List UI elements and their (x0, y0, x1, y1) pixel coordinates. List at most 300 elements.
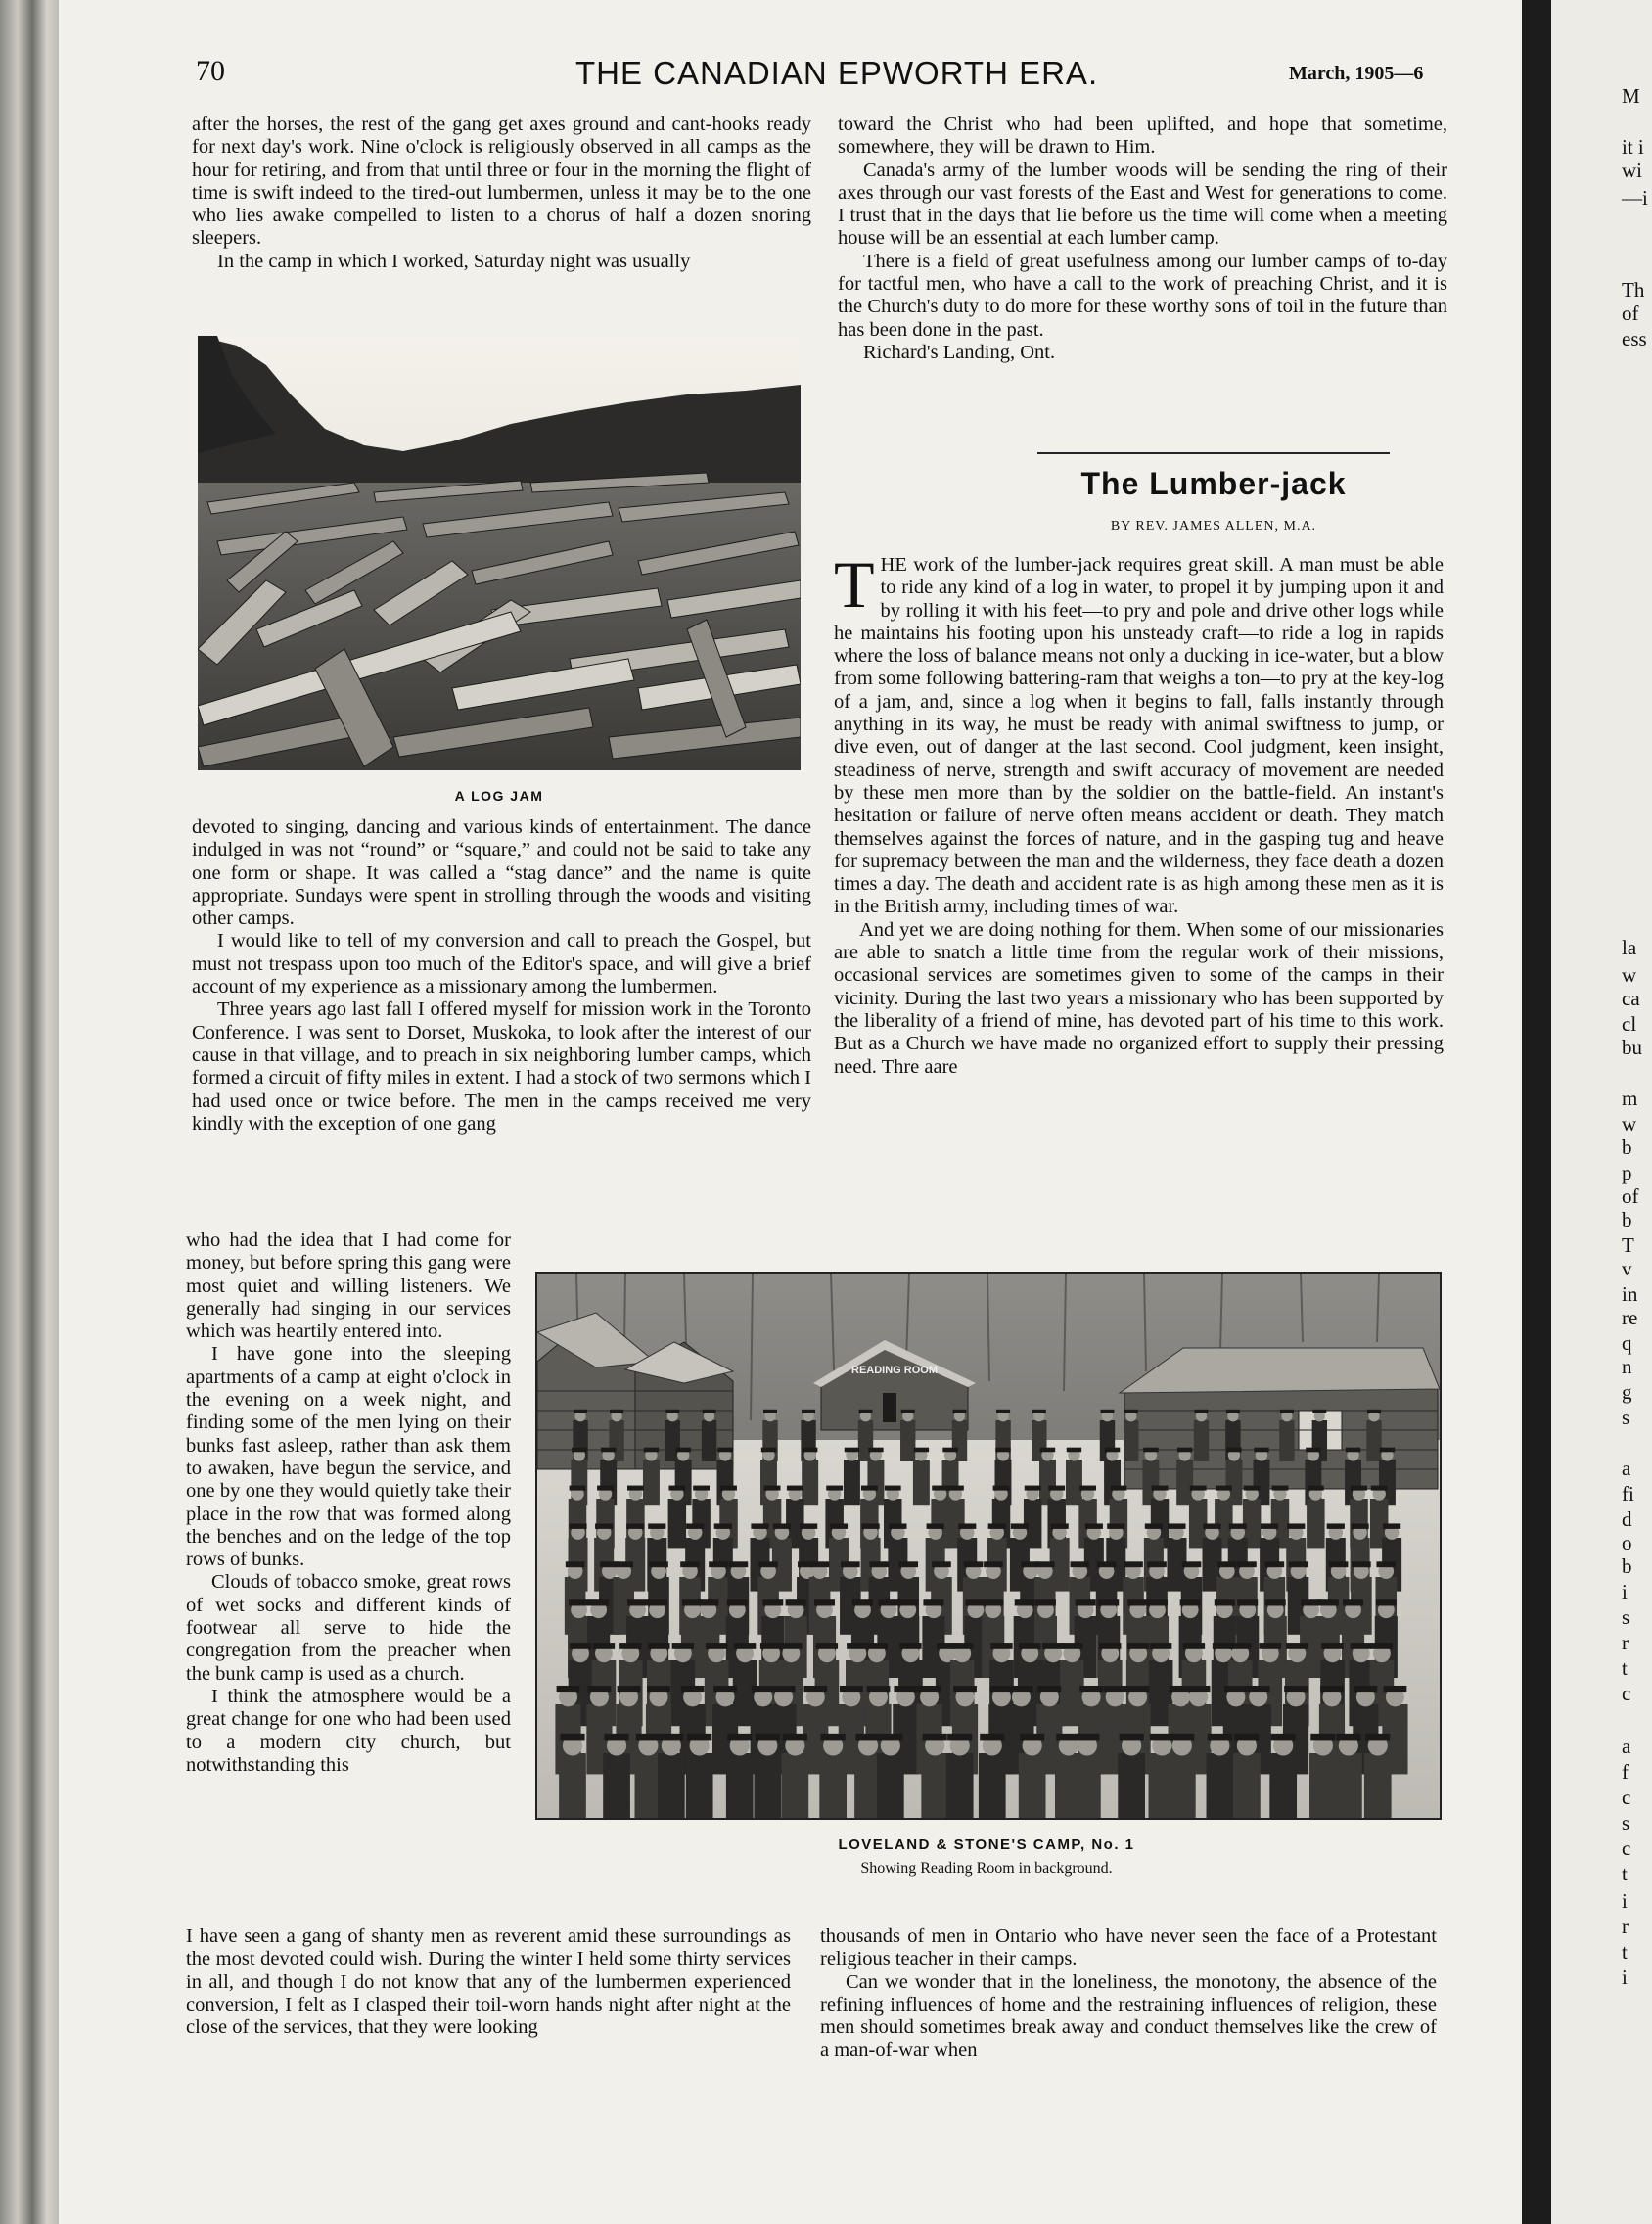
lumberman-hat (760, 1643, 782, 1649)
paragraph (834, 547, 1444, 919)
next-page-fragment: wi (1622, 159, 1642, 182)
lumberman-hat (1384, 1686, 1407, 1692)
lumberman-hat (698, 1599, 718, 1605)
lumberman-hat (845, 1448, 859, 1453)
lumberman-hat (802, 1410, 815, 1413)
lumberman-hat (1071, 1561, 1090, 1567)
lumberman-hat (996, 1410, 1010, 1413)
lumberman-hat (821, 1734, 846, 1741)
lumberman-hat (1127, 1643, 1149, 1649)
signoff: Richard's Landing, Ont. (863, 341, 1056, 363)
lumberman-hat (1079, 1486, 1096, 1491)
paragraph: who had the idea that I had come for money, but before spring this gang were most quiet and willing listeners. We generally had singing in our services which was heartily entered into. (186, 1229, 511, 1343)
lumberman-hat (1383, 1523, 1400, 1528)
lumberman-hat (648, 1523, 665, 1528)
lumberman-figure (1366, 1420, 1381, 1461)
lumberman-hat (889, 1523, 906, 1528)
lumberman-figure (726, 1753, 754, 1818)
next-page-fragment: i (1622, 1966, 1628, 1989)
lumberman-hat (588, 1599, 609, 1605)
next-page-fragment: —i (1622, 186, 1648, 209)
next-page-fragment: g (1622, 1380, 1632, 1404)
lumberman-hat (894, 1686, 917, 1692)
lumberman-hat (1111, 1486, 1127, 1491)
paragraph: Can we wonder that in the loneliness, the monotony, the absence of the refining influences of home and the restraining influences of religion, these men should sometimes break away and conduct themselves like the crew of a man-of-war when (820, 1970, 1437, 2062)
next-page-fragment: M (1622, 84, 1640, 108)
lumberman-hat (751, 1523, 768, 1528)
lumberman-hat (1320, 1686, 1344, 1692)
lumberman-hat (1346, 1448, 1360, 1453)
lumberman-hat (1105, 1448, 1120, 1453)
lumberman-hat (648, 1643, 669, 1649)
lumberman-hat (1183, 1643, 1205, 1649)
lumberman-figure (668, 1499, 686, 1548)
next-page-fragment: w (1622, 963, 1637, 987)
paragraph: Three years ago last fall I offered myself for mission work in the Toronto Conference. I was sent to Dorset, Muskoka, to look after the interest of our cause in that village, and to preach in six neighboring lumber camps, which formed a circuit of fifty miles in extent. I had a stock of two sermons which I had used once or twice before. The men in the camps received me very kindly with the exception of one gang (192, 998, 811, 1135)
lumberman-hat (1098, 1599, 1119, 1605)
lumberman-hat (604, 1734, 628, 1741)
lumberman-figure (559, 1753, 586, 1818)
lumberman-figure (946, 1753, 974, 1818)
lumberman-hat (636, 1734, 661, 1741)
lumberman-hat (1126, 1686, 1150, 1692)
lumberman-hat (878, 1734, 902, 1741)
lumberman-hat (703, 1410, 716, 1413)
lumberman-hat (942, 1448, 957, 1453)
lumberman-figure (1364, 1753, 1392, 1818)
lumberman-hat (1019, 1643, 1040, 1649)
lumberman-hat (803, 1686, 827, 1692)
page-number: 70 (196, 55, 225, 87)
lumberman-hat (1076, 1599, 1096, 1605)
lumberman-hat (772, 1686, 796, 1692)
lumberman-hat (1217, 1561, 1237, 1567)
book-binding (0, 0, 59, 2224)
lumberman-hat (1190, 1486, 1207, 1491)
next-page-fragment: a (1622, 1735, 1631, 1758)
lumberman-figure (802, 1460, 818, 1505)
paragraph: after the horses, the rest of the gang get axes ground and cant-hooks ready for next day's work. Nine o'clock is religiously observed in all camps as the hour for retiring, and from that until three or four in the morning the flight of time is swift indeed to the tired-out lumbermen, unless it may be to the one who lies awake compelled to listen to a chorus of half a dozen snoring sleepers. (192, 114, 811, 250)
lumberman-hat (1351, 1643, 1372, 1649)
lumberman-hat (1237, 1599, 1258, 1605)
lumberman-figure (921, 1753, 948, 1818)
lumberman-hat (958, 1523, 976, 1528)
lumberman-hat (1208, 1734, 1232, 1741)
camp-caption: LOVELAND & STONE'S CAMP, No. 1 (838, 1836, 1135, 1853)
lumberman-hat (1287, 1523, 1305, 1528)
lumberman-hat (713, 1686, 737, 1692)
next-page-fragment: s (1622, 1406, 1630, 1429)
lumberman-hat (1203, 1523, 1220, 1528)
next-page-fragment: c (1622, 1682, 1631, 1705)
lumberman-hat (1265, 1599, 1286, 1605)
lumberman-hat (595, 1523, 613, 1528)
lumberman-hat (1170, 1734, 1194, 1741)
left-text-middle (192, 816, 811, 1135)
lumberman-figure (1074, 1753, 1101, 1818)
lumberman-hat (965, 1599, 986, 1605)
lumberman-hat (914, 1448, 929, 1453)
lumberman-hat (855, 1734, 880, 1741)
article-body (834, 547, 1444, 1079)
lumberman-figure (913, 1460, 930, 1505)
lumberman-hat (729, 1561, 749, 1567)
lumberman-hat (1321, 1643, 1343, 1649)
log-jam-caption: A LOG JAM (454, 788, 544, 804)
next-page-fragment: T (1622, 1233, 1634, 1257)
lumberman-hat (1244, 1486, 1261, 1491)
lumberman-hat (1343, 1599, 1363, 1605)
lumberman-figure (1335, 1753, 1362, 1818)
camp-image (537, 1274, 1440, 1818)
lumberman-hat (947, 1734, 972, 1741)
lumberman-hat (720, 1486, 737, 1491)
next-page-fragment: Th (1622, 278, 1645, 301)
lumberman-hat (1351, 1486, 1367, 1491)
lumberman-hat (1310, 1734, 1335, 1741)
lumberman-hat (709, 1561, 728, 1567)
lumberman-hat (984, 1561, 1003, 1567)
lumberman-hat (1260, 1643, 1281, 1649)
lumberman-hat (1216, 1486, 1232, 1491)
lumberman-hat (964, 1561, 984, 1567)
lumberman-hat (1143, 1448, 1158, 1453)
lumberman-hat (1103, 1686, 1126, 1692)
lumberman-hat (610, 1410, 623, 1413)
lumberman-hat (932, 1561, 951, 1567)
lumberman-hat (627, 1486, 644, 1491)
lumberman-hat (1180, 1599, 1201, 1605)
lumberman-hat (675, 1448, 690, 1453)
lumberman-figure (1176, 1460, 1193, 1505)
lumberman-hat (859, 1410, 873, 1413)
right-text-top (838, 114, 1447, 364)
lumberman-hat (1237, 1561, 1257, 1567)
next-page-fragment: v (1622, 1257, 1632, 1280)
lumberman-figure (819, 1753, 847, 1818)
lumberman-hat (1124, 1410, 1138, 1413)
next-page-fragment: b (1622, 1135, 1632, 1159)
paragraph: toward the Christ who had been uplifted, and hope that sometime, somewhere, they will be drawn to Him. (838, 114, 1447, 159)
lumberman-figure (1066, 1460, 1082, 1505)
lumberman-hat (867, 1686, 891, 1692)
next-page-fragment: ess (1622, 327, 1647, 350)
lumberman-hat (1147, 1561, 1167, 1567)
lumberman-hat (897, 1599, 918, 1605)
next-page-fragment: p (1622, 1161, 1632, 1184)
lumberman-hat (826, 1486, 843, 1491)
next-page-fragment: b (1622, 1208, 1632, 1231)
lumberman-figure (1269, 1753, 1297, 1818)
log-jam-image (198, 336, 801, 770)
lumberman-hat (927, 1523, 944, 1528)
lumberman-figure (1124, 1420, 1138, 1461)
lumberman-hat (1075, 1734, 1099, 1741)
next-page-fragment: a (1622, 1457, 1631, 1480)
next-page-fragment: r (1622, 1915, 1629, 1938)
lumberman-hat (1371, 1486, 1388, 1491)
lumberman-hat (1289, 1561, 1308, 1567)
lumberman-hat (734, 1643, 756, 1649)
paragraph: thousands of men in Ontario who have never seen the face of a Protestant religious teacher in their camps. (820, 1925, 1437, 1970)
lumberman-hat (1380, 1448, 1395, 1453)
lumberman-hat (1284, 1686, 1308, 1692)
lumberman-hat (1099, 1643, 1121, 1649)
paragraph: And yet we are doing nothing for them. When some of our missionaries are able to snatch a little time from the regular work of their missions, occasional services are sometimes given to some of the camps in their vicinity. During the last two years a missionary who has been supported by the liberality of a friend of mine, has devoted part of his time to this work. But as a Church we have made no organized effort to supply their pressing need. Thre aare (834, 918, 1444, 1078)
lumberman-hat (668, 1486, 685, 1491)
next-page-fragment: t (1622, 1862, 1628, 1885)
lumberman-hat (1226, 1448, 1241, 1453)
lumberman-figure (900, 1420, 915, 1461)
lumberman-hat (569, 1599, 589, 1605)
lumberman-figure (1309, 1753, 1337, 1818)
lumberman-hat (693, 1486, 710, 1491)
next-page-fragment: n (1622, 1355, 1632, 1378)
lumberman-hat (566, 1561, 585, 1567)
next-page-fragment: bu (1622, 1036, 1642, 1059)
lumberman-hat (1195, 1410, 1209, 1413)
lumberman-hat (870, 1561, 890, 1567)
lumberman-hat (951, 1643, 973, 1649)
next-page-fragment: f (1622, 1760, 1629, 1784)
lumberman-hat (763, 1410, 777, 1413)
lumberman-hat (601, 1448, 616, 1453)
lumberman-figure (1233, 1753, 1261, 1818)
lumberman-hat (1306, 1448, 1320, 1453)
lumberman-hat (681, 1686, 705, 1692)
lumberman-hat (758, 1561, 778, 1567)
lumberman-hat (901, 1410, 915, 1413)
article-title: The Lumber-jack (1080, 466, 1347, 501)
lumberman-hat (841, 1561, 860, 1567)
lumberman-hat (899, 1643, 921, 1649)
lumberman-hat (1271, 1734, 1296, 1741)
lumberman-figure (658, 1753, 685, 1818)
lumberman-hat (1040, 1448, 1055, 1453)
lumberman-hat (1265, 1561, 1285, 1567)
lumberman-hat (626, 1523, 644, 1528)
paragraph: In the camp in which I worked, Saturday night was usually (217, 250, 691, 272)
lumberman-figure (1118, 1753, 1145, 1818)
lumberman-hat (588, 1686, 612, 1692)
lumberman-hat (1035, 1599, 1056, 1605)
lumberman-hat (786, 1599, 806, 1605)
lumberman-hat (953, 1686, 977, 1692)
paragraph: I have seen a gang of shanty men as reverent amid these surroundings as the most devoted could wish. During the winter I held some thirty services in all, and though I do not know that any of the lumbermen experienced conversion, I felt as I clasped their toil-worn hands night after night at the close of the services, that they were looking (186, 1925, 791, 2039)
issue-date: March, 1905—6 (1289, 63, 1424, 84)
lumberman-hat (687, 1734, 711, 1741)
lumberman-hat (1147, 1599, 1168, 1605)
lumberman-hat (593, 1643, 615, 1649)
lumberman-hat (574, 1410, 587, 1413)
next-page-fragment: of (1622, 1184, 1639, 1208)
lumberman-hat (1376, 1561, 1396, 1567)
lumberman-hat (1035, 1561, 1055, 1567)
lumberman-figure (781, 1753, 808, 1818)
lumberman-hat (1042, 1643, 1064, 1649)
next-page-fragment: of (1622, 301, 1639, 325)
lumberman-hat (761, 1448, 776, 1453)
lumberman-hat (1145, 1523, 1163, 1528)
lumberman-hat (1032, 1410, 1046, 1413)
lumberman-figure (754, 1753, 781, 1818)
lumberman-hat (727, 1734, 752, 1741)
lumberman-hat (1234, 1734, 1259, 1741)
lumberman-hat (557, 1686, 580, 1692)
lumberman-hat (1020, 1734, 1044, 1741)
lumberman-hat (861, 1486, 878, 1491)
lumberman-hat (803, 1448, 817, 1453)
lumberman-hat (1011, 1523, 1029, 1528)
lumberman-hat (1187, 1686, 1211, 1692)
lumberman-hat (756, 1734, 780, 1741)
lumberman-hat (1067, 1448, 1081, 1453)
lumberman-hat (947, 1486, 964, 1491)
lumberman-hat (714, 1523, 732, 1528)
lumberman-hat (800, 1523, 817, 1528)
next-page-fragment: o (1622, 1531, 1632, 1554)
lumberman-figure (844, 1460, 860, 1505)
lumberman-hat (659, 1734, 683, 1741)
lumberman-figure (1019, 1753, 1046, 1818)
lumberman-hat (1247, 1686, 1270, 1692)
next-page-fragment: c (1622, 1785, 1631, 1809)
next-page-fragment: m (1622, 1087, 1638, 1110)
lumberman-hat (993, 1486, 1010, 1491)
next-page-fragment: fi (1622, 1482, 1634, 1506)
lumberman-hat (983, 1599, 1003, 1605)
lumberman-hat (868, 1448, 883, 1453)
lumberman-hat (1061, 1643, 1082, 1649)
lumberman-hat (570, 1643, 591, 1649)
lumberman-hat (627, 1599, 648, 1605)
lumberman-hat (1124, 1561, 1143, 1567)
next-page-fragment: q (1622, 1331, 1632, 1355)
lumberman-hat (1308, 1486, 1324, 1491)
lumberman-figure (1307, 1499, 1324, 1548)
lumberman-hat (1010, 1686, 1033, 1692)
next-page-fragment: w (1622, 1112, 1637, 1135)
next-page-fragment: b (1622, 1554, 1632, 1578)
section-divider (1037, 452, 1390, 454)
lumberman-hat (569, 1523, 586, 1528)
lumberman-hat (1352, 1561, 1371, 1567)
left-text-top (192, 114, 811, 273)
next-page-fragment: i (1622, 1889, 1628, 1913)
paragraph: I would like to tell of my conversion and call to preach the Gospel, but must not trespass upon too much of the Editor's space, and will give a brief account of my experience as a missionary among the lumbermen. (192, 930, 811, 998)
lumberman-hat (1286, 1643, 1308, 1649)
lumberman-hat (923, 1734, 947, 1741)
lumberman-hat (918, 1686, 941, 1692)
lumberman-figure (1207, 1753, 1234, 1818)
lumberman-hat (1015, 1599, 1035, 1605)
lumberman-figure (1194, 1420, 1209, 1461)
lumberman-hat (665, 1410, 679, 1413)
paragraph: There is a field of great usefulness among our lumber camps of to-day for tactful men, who have a call to the work of preaching Christ, and it is the Church's duty to do more for these worthy sons of toil in the future than has been done in the past. (838, 250, 1447, 341)
lumberman-hat (995, 1448, 1010, 1453)
lumberman-figure (686, 1753, 713, 1818)
lumberman-hat (1120, 1734, 1144, 1741)
lumberman-figure (603, 1753, 630, 1818)
lumberman-hat (1168, 1523, 1185, 1528)
lumberman-hat (1152, 1486, 1169, 1491)
lumberman-hat (1127, 1599, 1148, 1605)
lumberman-figure (877, 1753, 904, 1818)
lumberman-hat (1226, 1410, 1240, 1413)
lumberman-hat (1312, 1410, 1326, 1413)
lumberman-hat (783, 1734, 807, 1741)
lumberman-hat (680, 1561, 700, 1567)
lumberman-hat (847, 1643, 868, 1649)
lumberman-hat (727, 1599, 748, 1605)
camp-subcaption: Showing Reading Room in background. (860, 1860, 1113, 1876)
lumberman-hat (1336, 1734, 1360, 1741)
lumberman-hat (1215, 1599, 1235, 1605)
lumberman-hat (644, 1448, 659, 1453)
drop-cap: T (834, 547, 875, 622)
next-page-fragment: r (1622, 1631, 1629, 1654)
next-page-fragment: s (1622, 1605, 1630, 1629)
lumberman-hat (866, 1643, 888, 1649)
lumberman-hat (1229, 1523, 1247, 1528)
lumberman-hat (988, 1523, 1006, 1528)
next-page-fragment: d (1622, 1507, 1632, 1531)
article-byline: BY REV. JAMES ALLEN, M.A. (1110, 519, 1317, 533)
next-page-fragment: in (1622, 1282, 1638, 1306)
lumberman-hat (952, 1410, 966, 1413)
lumberman-hat (686, 1523, 704, 1528)
masthead: THE CANADIAN EPWORTH ERA. (575, 55, 1099, 91)
camp-photo (535, 1272, 1442, 1820)
lumberman-hat (932, 1486, 948, 1491)
lumberman-hat (1079, 1686, 1103, 1692)
next-page-fragment: t (1622, 1656, 1628, 1680)
lumberman-hat (1351, 1523, 1368, 1528)
lumberman-hat (1182, 1561, 1202, 1567)
lumberman-hat (672, 1643, 694, 1649)
paragraph: I have gone into the sleeping apartments of a camp at eight o'clock in the evening on a week night, and finding some of the men lying on their bunks fast asleep, rather than ask them to awaken, have begun the service, and one by one they would quietly take their place in the row that was formed along the benches and on the ledge of the top rows of bunks. (186, 1343, 511, 1571)
lumberman-hat (1150, 1643, 1171, 1649)
lumberman-hat (1327, 1523, 1345, 1528)
lumberman-hat (1367, 1410, 1381, 1413)
lumberman-hat (614, 1561, 633, 1567)
lumberman-hat (810, 1561, 830, 1567)
lumberman-hat (706, 1643, 727, 1649)
lumberman-hat (1318, 1599, 1339, 1605)
log-jam-photo (198, 336, 801, 770)
lumberman-hat (773, 1523, 791, 1528)
lumberman-hat (649, 1561, 668, 1567)
lumberman-hat (762, 1599, 783, 1605)
lumberman-hat (980, 1734, 1004, 1741)
lumberman-hat (1051, 1523, 1069, 1528)
lumberman-hat (780, 1643, 802, 1649)
left-text-bottom (186, 1925, 791, 2039)
lumberman-hat (852, 1599, 873, 1605)
right-text-bottom (820, 1925, 1437, 2062)
next-page-fragment: ca (1622, 987, 1640, 1010)
lumberman-hat (861, 1523, 879, 1528)
next-page-fragment: re (1622, 1306, 1638, 1329)
reading-room-sign: READING ROOM (851, 1365, 938, 1376)
lumberman-hat (1376, 1599, 1397, 1605)
lumberman-hat (1280, 1410, 1294, 1413)
lumberman-hat (898, 1561, 918, 1567)
next-page-fragment: i (1622, 1580, 1628, 1603)
lumberman-hat (923, 1599, 943, 1605)
lumberman-hat (572, 1448, 586, 1453)
lumberman-hat (878, 1599, 898, 1605)
